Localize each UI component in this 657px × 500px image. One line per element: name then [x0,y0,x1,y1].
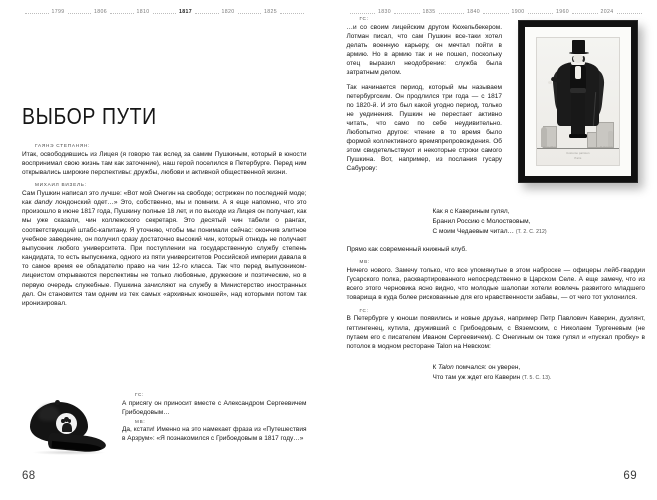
speaker-label-mv-right: МВ: [359,259,370,265]
timeline-year-1799: 1799 [51,9,65,15]
timeline-year-1806: 1806 [94,9,107,15]
cap-graphic [28,402,108,454]
speaker-label-gs-right-2: ГС: [359,307,369,313]
page-number-left: 68 [22,470,36,482]
speaker-label-gs-right: ГС: [359,16,369,21]
timeline-dots [439,11,465,14]
timeline-right [347,0,646,16]
speaker-label-vizel: МИХАИЛ ВИЗЕЛЬ: [35,182,87,188]
verse-citation: (Т. 2. С. 212) [515,229,547,236]
verse-line-text: С моим Чедаевым читал… [432,228,515,236]
plate-signature-left: Lith. de Villain [542,146,557,149]
timeline-left [22,0,307,16]
verse-line-text: Что там уж ждет его Каверин [432,374,521,382]
dandy-figure [552,40,604,148]
background-figure [541,127,547,147]
right-page [329,0,657,500]
right-top-section [347,16,646,200]
italic-dandy: dandy [34,199,53,207]
paragraph-petersburg-period: Так начинается период, который мы называем петербургским. Он продлился три года — с 1817 по 1820-й. И это был какой угодно период, только не уединения. Пушкин не перестает активно читать, что само по себе неудивительно. Любопытно другое: чтение в то время было формой коллективного времяпрепровождения. Об этом свидетельствуют и некоторые строки самого Пушкина. Вот, например, из послания гусару Сабурову: [346,83,502,173]
timeline-dots [528,11,554,14]
paragraph-vizel-main [22,189,307,308]
plate-caption-line2: Paris [574,157,582,160]
timeline-dots [238,11,262,14]
timeline-year-1835: 1835 [422,9,436,15]
right-lower-column [347,245,646,351]
timeline-dots [25,11,49,14]
verse-onegin-talon [347,363,646,383]
cap-shadow [32,450,106,455]
paragraph-gayane-intro: Итак, освободившись из Лицея (я говорю так вслед за самим Пушкиным, который в юности воспринимал свою жизнь там как заточение), наш герой поселился в Петербурге. Перед ним открывались широкие перспективы: дружбы, любови и активной общественной жизни. [22,150,307,176]
italic-talon: Talon [438,364,454,372]
timeline-dots [572,11,598,14]
paragraph-gs-kaverin: В Петербурге у юноши появились и новые друзья, например Петр Павлович Каверин, дуэлянт, геттингенец, кутила, друживший с Грибоедовым, с Вяземским, с Николаем Тургеневым (не путаем его с писателем Иваном Сергеевичем). С Онегиным он тоже гулял и «пускал пробку» в потолок в модном ресторане Talon на Невском: [346,315,645,350]
paragraph-mv-arzrum: Да, кстати! Именно на это намекает фраза из «Путешествия в Арзрум»: «Я познакомился с Грибоедовым в 1817 году…» [122,426,307,443]
cap-patch-icon [56,413,77,434]
paragraph-mv-hussars: Ничего нового. Замечу только, что все упомянутые в этом наброске — офицеры лейб-гвардии Гусарского полка, расквартированного непосредственно в Царском Селе. А еще замечу, что из всего этого черновика ясно видно, что молодые шалопаи хотели вовлечь развитого младшего товарища в куда более рискованные для его нравственности забавы, — от чего тот уклонился. [346,266,645,302]
paragraph-gs-gribojedov: А присягу он приносит вместе с Александром Сергеевичем Грибоедовым… [122,399,307,416]
timeline-dots [617,11,643,14]
bottom-text-column [122,392,307,443]
verse-line-with-citation [433,227,646,237]
verse-text-post: помчался: он уверен, [453,364,521,372]
timeline-year-current: 1817 [179,9,192,15]
verse-line-with-citation [433,373,646,383]
timeline-dots [350,11,376,14]
timeline-dots [195,11,219,14]
speaker-label-gayane: ГАЯНЭ СТЕПАНЯН: [35,143,91,148]
picture-frame [518,20,638,183]
timeline-year-1840: 1840 [467,9,480,15]
timeline-year-2024: 2024 [600,9,614,15]
timeline-year-1960: 1960 [556,9,569,15]
timeline-year-1825: 1825 [264,9,277,15]
verse-line [433,363,646,373]
plate-signature-right: H. Vernet del. [600,146,614,149]
plate-caption-line1: Costume parisien [566,152,590,155]
bottom-block-left [22,392,307,464]
dialogue-block-vizel [22,182,307,308]
background-figure [608,131,613,147]
dialogue-block-gayane [22,143,307,177]
framed-lithograph [512,16,645,194]
verse-line: Как я с Кавериным гулял, [432,208,510,215]
text-run-1: Сам Пушкин написал это лучше: «Вот мой Онегин на свободе; острижен по последней моде; как [22,189,307,207]
lithograph-plate [536,37,620,166]
baseball-cap-illustration [22,398,114,460]
timeline-year-1830: 1830 [378,9,391,15]
timeline-dots [394,11,420,14]
timeline-dots [110,11,134,14]
page-number-right: 69 [623,470,637,482]
page-title: ВЫБОР ПУТИ [22,104,157,130]
text-run-2: лондонский одет…» Это, собственно, мы и помним. А я еще напомню, что это произошло в июне 1817 года, Пушкину полные 18 лет, и по выходе из Лицея он получает, как мы уже сказали, чин коллежского секретаря. Это десятый чин табели о рангах, соответствующий штабс-капитану. Я уточняю, чтобы мы понимали сейчас: окончив элитное учебное заведение, он получил сразу достаточно высокий чин, который отнюдь не получает выпускник любого университета. При поступлении на государственную службу степень кандидата, то есть выпускника, одного из пяти университетов Российской империи давала в то самое время ее обладателю право на чин 12-го класса. Так что перед выпускником-лицеистом открываются перспективы не только любовные, дружеские и поэтические, но в первую очередь служебные. Пушкина зачисляют на службу в Министерство иностранных дел. Он становится там одним из тех самых «архивных юношей», над которыми потом так иронизировал. [22,199,307,307]
timeline-year-1820: 1820 [221,9,235,15]
speaker-label-gs: ГС: [135,392,145,397]
paragraph-book-club: Прямо как современный книжный клуб. [346,245,467,253]
speaker-label-mv: МВ: [135,418,146,424]
paragraph-gs-kuchelbecker: …и со своим лицейским другом Кюхельбекером. Лотман писал, что сам Пушкин все-таки хотел делать военную карьеру, он мечтал пойти в армию. Но в армию так и не пошел, поскольку отец выразил неодобрение: служба была затратным делом. [346,23,502,76]
timeline-dots [153,11,177,14]
verse-text-pre: К [432,364,439,372]
timeline-dots [68,11,92,14]
lithograph-artwork [537,38,619,165]
pushkin-silhouette-icon [61,417,72,432]
timeline-dots [483,11,509,14]
timeline-year-1900: 1900 [511,9,525,15]
cap-button [55,400,60,405]
frame-mat [525,27,631,176]
timeline-dots [280,11,304,14]
verse-line: Бранил Россию с Молоствовым, [432,218,531,226]
verse-citation: (Т. 5. С. 13). [522,375,552,382]
timeline-year-1810: 1810 [136,9,150,15]
verse-saburov [347,207,646,238]
